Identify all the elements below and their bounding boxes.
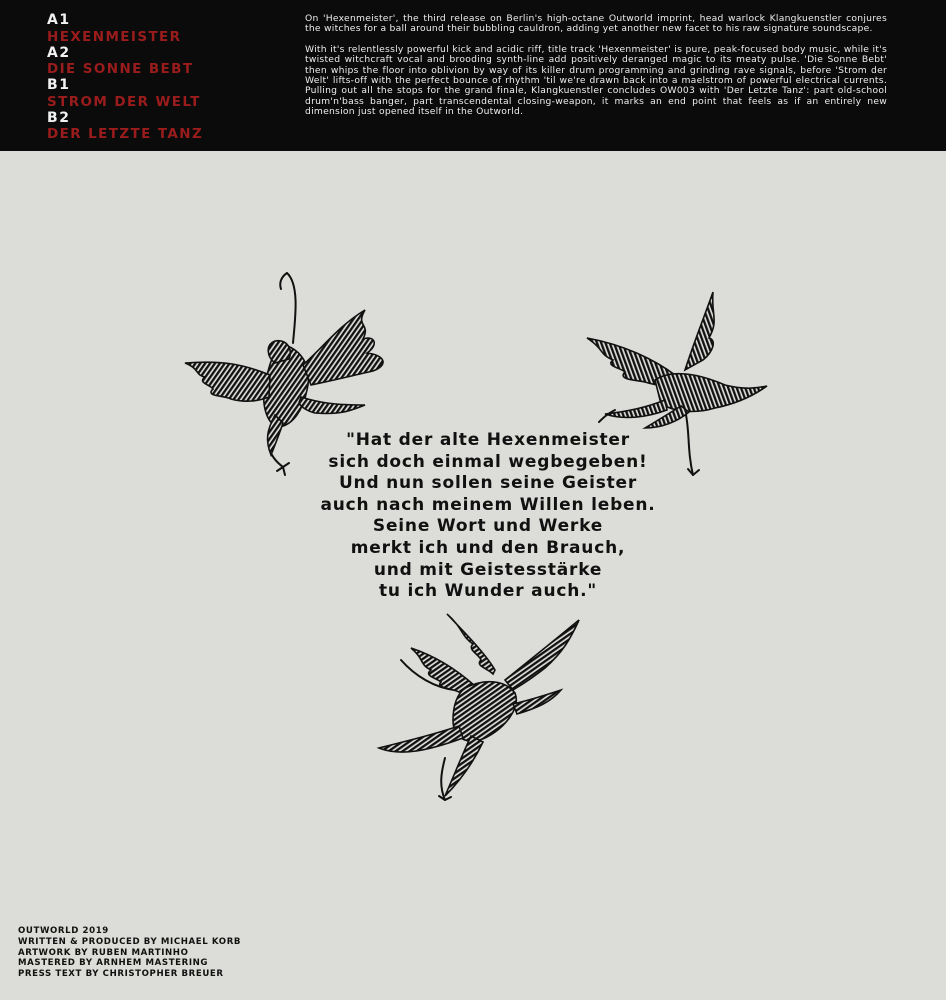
credit-producer: WRITTEN & PRODUCED BY MICHAEL KORB — [18, 936, 242, 947]
track-code-a1: A1 — [47, 12, 71, 28]
quote-line: "Hat der alte Hexenmeister — [346, 430, 630, 450]
track-code-b1: B1 — [47, 77, 71, 93]
credit-label-label: OUTWORLD 2019 — [18, 926, 109, 936]
press-paragraph-1: On 'Hexenmeister', the third release on Berlin's high-octane Outworld imprint, head warlock Klangkuenstler conjures the witches for a ball around their bubbling cauldron, adding yet another new facet to his raw signature soundscape. — [305, 13, 887, 35]
track-title-b2: DER LETZTE TANZ — [47, 126, 204, 142]
credit-press-text: PRESS TEXT BY CHRISTOPHER BREUER — [18, 969, 224, 980]
quote-line: merkt ich und den Brauch, — [350, 537, 626, 558]
track-code-a2: A2 — [47, 44, 71, 61]
goethe-quote — [260, 430, 716, 603]
quote-line: auch nach meinem Willen leben. — [320, 494, 656, 515]
header-band — [0, 0, 946, 151]
quote-line: Und nun sollen seine Geister — [338, 473, 638, 494]
credit-artwork: ARTWORK BY RUBEN MARTINHO — [18, 947, 189, 958]
track-title-a1: HEXENMEISTER — [47, 28, 182, 45]
quote-line: sich doch einmal wegbegeben! — [328, 451, 648, 472]
press-paragraph-2: With it's relentlessly powerful kick and acidic riff, title track 'Hexenmeister' is pure, peak-focused body music, while it's twisted witchcraft vocal and brooding synth-line add positively deranged magic to its meaty pulse. 'Die Sonne Bebt' then whips the floor into oblivion by way of its killer drum programming and grinding rave signals, before 'Strom der Welt' lifts-off with the perfect bounce of rhythm 'til we're drawn back into a maelstrom of powerful electrical currents. Pulling out all the stops for the grand finale, Klangkuenstler concludes OW003 with 'Der Letzte Tanz': part old-school drum'n'bass banger, part transcendental closing-weapon, it marks an end point that feels as if an entirely new dimension just opened itself in the Outworld. — [305, 43, 887, 118]
quote-line: tu ich Wunder auch." — [378, 581, 598, 602]
quote-line: und mit Geistesstärke — [373, 559, 603, 580]
track-title-b1: STROM DER WELT — [47, 93, 201, 110]
press-text — [305, 14, 887, 128]
tracklist — [47, 12, 267, 142]
credit-mastering: MASTERED BY ARNHEM MASTERING — [18, 958, 209, 969]
credits — [18, 926, 241, 980]
demon-bottom-illustration — [375, 608, 590, 806]
quote-line: Seine Wort und Werke — [372, 516, 604, 537]
track-code-b2: B2 — [47, 109, 71, 126]
track-title-a2: DIE SONNE BEBT — [47, 61, 194, 77]
